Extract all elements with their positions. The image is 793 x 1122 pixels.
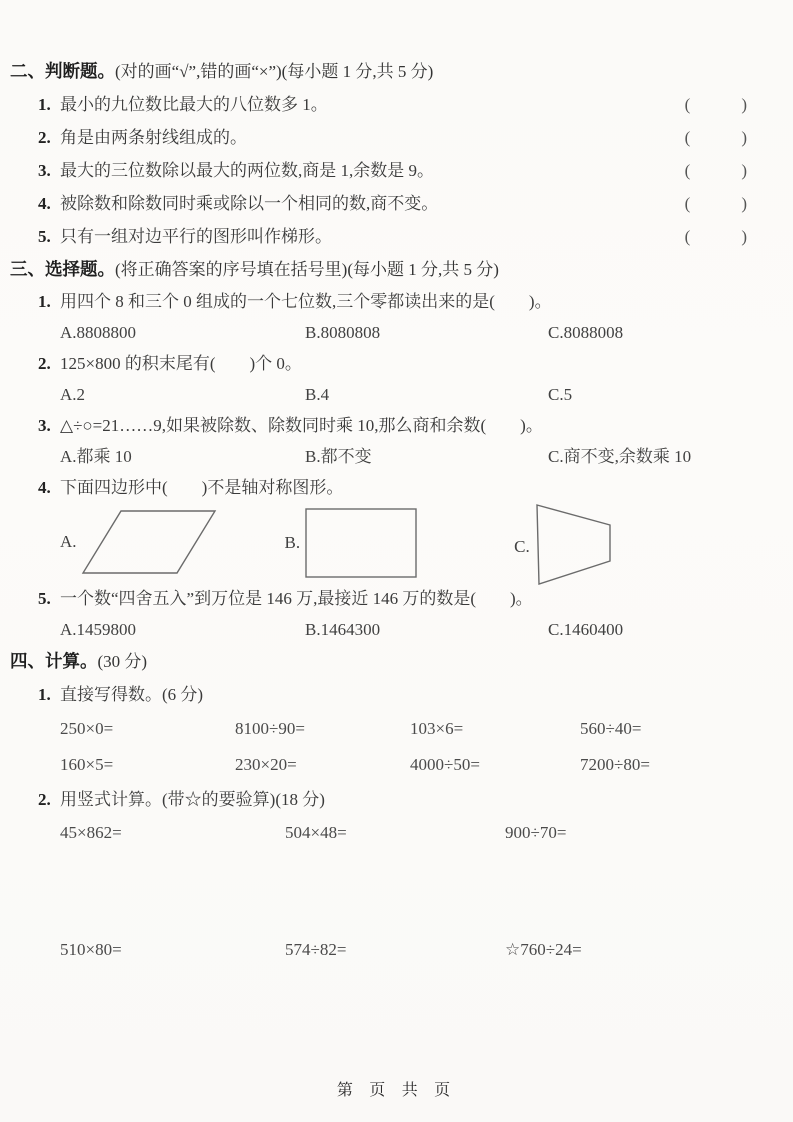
answer-bracket: ( )	[684, 194, 747, 213]
answer-bracket: ( )	[684, 95, 747, 114]
question-number: 1.	[38, 95, 51, 114]
mental-calc-item: 103×6=	[410, 719, 464, 738]
mental-calc-item: 8100÷90=	[235, 719, 305, 738]
parallelogram-shape	[81, 507, 219, 577]
option-c: C.8088008	[548, 323, 624, 342]
question-number: 4.	[38, 194, 51, 213]
rectangle-shape	[304, 507, 418, 579]
judge-item-3	[0, 154, 793, 187]
judge-item-4	[0, 187, 793, 220]
vertical-calc-item: ☆760÷24=	[505, 940, 582, 959]
answer-bracket: ( )	[684, 128, 747, 147]
vertical-calc-item: 900÷70=	[505, 823, 567, 842]
mental-calc-item: 4000÷50=	[410, 755, 480, 774]
question-number: 5.	[38, 589, 51, 608]
mental-calc-row-2	[0, 747, 793, 783]
answer-bracket: ( )	[684, 161, 747, 180]
question-text: 角是由两条射线组成的。	[60, 128, 247, 147]
option-a: A.2	[60, 385, 86, 404]
judge-section-header	[0, 55, 793, 88]
question-number: 1.	[38, 292, 51, 311]
mental-calc-item: 230×20=	[235, 755, 297, 774]
question-text: 125×800 的积末尾有( )个 0。	[60, 354, 302, 373]
judge-item-1	[0, 88, 793, 121]
question-text: 最大的三位数除以最大的两位数,商是 1,余数是 9。	[60, 161, 434, 180]
question-text: △÷○=21……9,如果被除数、除数同时乘 10,那么商和余数( )。	[60, 416, 543, 435]
trapezoid-shape	[534, 499, 614, 587]
choice-q4-shapes	[0, 507, 793, 583]
mental-calc-row-1	[0, 711, 793, 747]
shape-label-c: C.	[514, 537, 530, 556]
page-footer: 第 页 共 页	[336, 1082, 457, 1099]
vertical-calc-item: 510×80=	[60, 940, 122, 959]
choice-section	[0, 253, 793, 645]
choice-q3-options	[0, 441, 793, 472]
question-text: 下面四边形中( )不是轴对称图形。	[60, 478, 344, 497]
judge-item-5	[0, 220, 793, 253]
vertical-calc-row-2	[0, 933, 793, 966]
option-c: C.5	[548, 385, 573, 404]
choice-q2-options	[0, 379, 793, 410]
choice-q4	[0, 472, 793, 503]
question-text: 最小的九位数比最大的八位数多 1。	[60, 95, 328, 114]
answer-bracket: ( )	[684, 227, 747, 246]
choice-q3	[0, 410, 793, 441]
question-number: 3.	[38, 416, 51, 435]
option-b: B.4	[305, 385, 330, 404]
question-text: 被除数和除数同时乘或除以一个相同的数,商不变。	[60, 194, 439, 213]
judge-section-subtitle: (对的画“√”,错的画“×”)(每小题 1 分,共 5 分)	[115, 62, 434, 81]
vertical-calc-header	[0, 783, 793, 816]
question-number: 5.	[38, 227, 51, 246]
judge-item-2	[0, 121, 793, 154]
vertical-calc-row-1	[0, 816, 793, 849]
vertical-calc-item: 574÷82=	[285, 940, 347, 959]
choice-section-subtitle: (将正确答案的序号填在括号里)(每小题 1 分,共 5 分)	[115, 260, 499, 279]
shape-option-c	[514, 507, 614, 587]
option-b: B.1464300	[305, 620, 381, 639]
choice-section-title: 三、选择题。	[10, 259, 115, 279]
choice-q5	[0, 583, 793, 614]
question-number: 4.	[38, 478, 51, 497]
calc-section-title: 四、计算。	[10, 651, 98, 671]
option-a: A.都乘 10	[60, 447, 132, 466]
choice-q5-options	[0, 614, 793, 645]
shape-label-a: A.	[60, 532, 77, 551]
question-number: 3.	[38, 161, 51, 180]
vertical-calc-item: 504×48=	[285, 823, 347, 842]
mental-calc-title: 直接写得数。(6 分)	[60, 685, 204, 704]
mental-calc-item: 160×5=	[60, 755, 114, 774]
option-a: A.8808800	[60, 323, 137, 342]
choice-section-header	[0, 253, 793, 286]
vertical-calc-title: 用竖式计算。(带☆的要验算)(18 分)	[60, 790, 325, 809]
shape-label-b: B.	[284, 533, 301, 552]
mental-calc-item: 250×0=	[60, 719, 114, 738]
option-b: B.8080808	[305, 323, 381, 342]
question-number: 2.	[38, 790, 51, 809]
shape-option-a	[60, 507, 219, 577]
choice-q1	[0, 286, 793, 317]
option-c: C.1460400	[548, 620, 624, 639]
shape-option-b	[285, 507, 419, 579]
question-number: 2.	[38, 128, 51, 147]
calc-section-header	[0, 645, 793, 678]
mental-calc-item: 560÷40=	[580, 719, 642, 738]
calc-section-subtitle: (30 分)	[97, 652, 148, 671]
question-text: 用四个 8 和三个 0 组成的一个七位数,三个零都读出来的是( )。	[60, 292, 552, 311]
question-number: 1.	[38, 685, 51, 704]
mental-calc-item: 7200÷80=	[580, 755, 650, 774]
judge-section-title: 二、判断题。	[10, 61, 115, 81]
option-c: C.商不变,余数乘 10	[548, 447, 692, 466]
question-number: 2.	[38, 354, 51, 373]
mental-calc-header	[0, 678, 793, 711]
question-text: 一个数“四舍五入”到万位是 146 万,最接近 146 万的数是( )。	[60, 589, 533, 608]
choice-q2	[0, 348, 793, 379]
option-b: B.都不变	[305, 447, 372, 466]
option-a: A.1459800	[60, 620, 137, 639]
vertical-calc-item: 45×862=	[60, 823, 122, 842]
choice-q1-options	[0, 317, 793, 348]
question-text: 只有一组对边平行的图形叫作梯形。	[60, 227, 332, 246]
